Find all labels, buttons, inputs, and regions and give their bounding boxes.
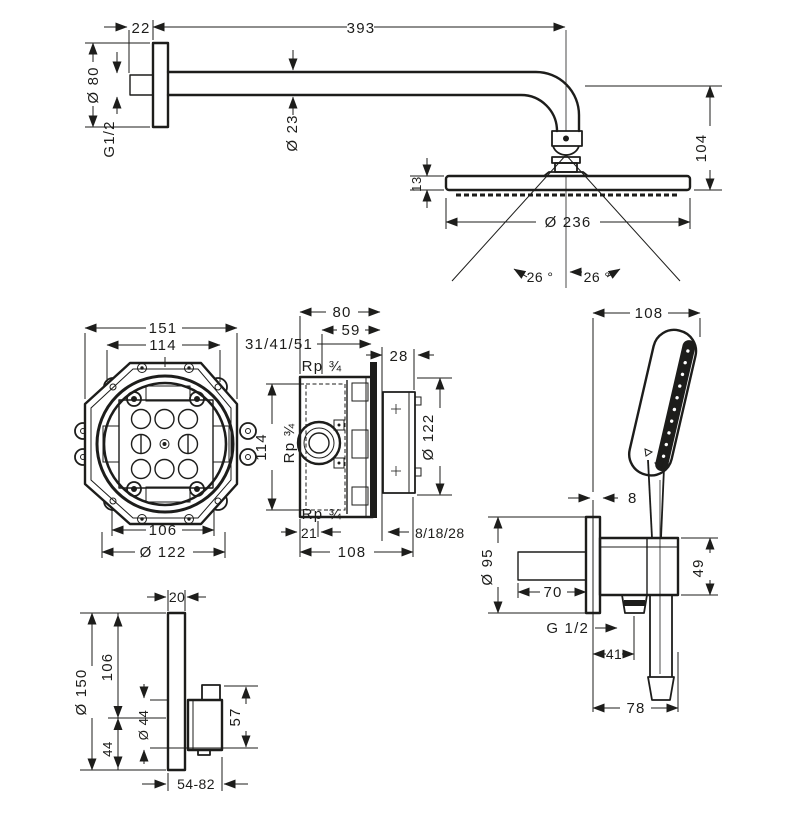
- basic-set-front-view: [75, 320, 256, 561]
- dim-wall-gap: 8: [628, 490, 638, 507]
- dim-front-diameter: Ø 122: [139, 544, 187, 561]
- dim-handle-diameter: Ø 44: [136, 709, 151, 741]
- dim-head-thickness: 13: [409, 176, 424, 192]
- ball-joint: [553, 146, 579, 155]
- holder-thread-pipe: [518, 552, 586, 580]
- dim-seal-range: 8/18/28: [415, 525, 465, 541]
- dim-holder-width: 108: [634, 305, 664, 322]
- dim-front-clearance: 28: [389, 348, 409, 365]
- dim-width-bottom: 106: [148, 522, 178, 539]
- dim-width-outer: 151: [148, 320, 178, 337]
- dim-plate-diameter: Ø 150: [73, 668, 90, 716]
- dim-tilt-left: 26 °: [526, 269, 554, 285]
- handle-bottom-tab: [198, 750, 210, 755]
- joint-pivot-dot: [563, 136, 569, 142]
- dim-tilt-right: 26 °: [583, 269, 611, 285]
- dim-arm-diameter: Ø 23: [284, 114, 301, 152]
- joint-neck: [555, 163, 577, 172]
- handshower-set-view: [479, 305, 718, 717]
- dim-arm-length: 393: [346, 20, 376, 37]
- thermostat-trim-view: [73, 589, 258, 792]
- dim-plaster-depth: 31/41/51: [245, 336, 313, 353]
- overhead-shower-view: [85, 20, 722, 288]
- thread-nipple: [130, 75, 153, 95]
- label-thread-bottom: Rp ¾: [301, 506, 343, 523]
- dim-flange-diameter: Ø 80: [85, 66, 102, 104]
- dim-handle-height: 57: [227, 707, 244, 727]
- dim-lower-span: 44: [100, 741, 115, 757]
- dim-plate-depth: 20: [168, 589, 186, 605]
- dim-outlet-offset: 41: [605, 646, 623, 662]
- wall-flange: [153, 43, 168, 127]
- dim-upper-span: 106: [99, 652, 116, 682]
- dim-flange-offset: 22: [131, 20, 151, 37]
- dim-width-inner: 114: [149, 337, 177, 354]
- mounting-plate: [370, 362, 377, 518]
- shower-plate: [446, 176, 690, 190]
- dim-side-diameter: Ø 122: [420, 413, 437, 461]
- dim-holder-depth: 78: [626, 700, 646, 717]
- dim-depth-body: 80: [332, 304, 352, 321]
- label-outlet-thread: G 1/2: [546, 620, 589, 637]
- dim-wall-thread: G1/2: [101, 120, 118, 158]
- shower-arm-inner: [168, 95, 557, 131]
- dim-thread-length: 70: [543, 584, 563, 601]
- hose-nut: [648, 677, 674, 700]
- hand-shower: [625, 326, 700, 480]
- basic-set-side-view: [245, 304, 465, 561]
- dim-holder-flange-diameter: Ø 95: [479, 548, 496, 586]
- function-block: [383, 392, 415, 493]
- dim-head-height: 104: [693, 133, 710, 163]
- shower-arm-outline: [168, 72, 579, 131]
- trim-plate: [168, 613, 185, 770]
- label-thread-top: Rp ¾: [301, 358, 343, 375]
- dim-depth-total: 108: [337, 544, 367, 561]
- dim-head-diameter: Ø 236: [544, 214, 592, 231]
- ibox-body: [300, 377, 373, 517]
- handle-top-button: [202, 685, 220, 700]
- dim-bracket-height: 49: [690, 558, 707, 578]
- dim-rear-offset: 21: [300, 525, 318, 541]
- dim-side-height: 114: [253, 433, 270, 461]
- spray-face-band: [654, 339, 697, 472]
- dim-depth-inner: 59: [341, 322, 361, 339]
- dim-depth-range: 54-82: [177, 776, 215, 792]
- label-thread-side: Rp ¾: [281, 422, 298, 464]
